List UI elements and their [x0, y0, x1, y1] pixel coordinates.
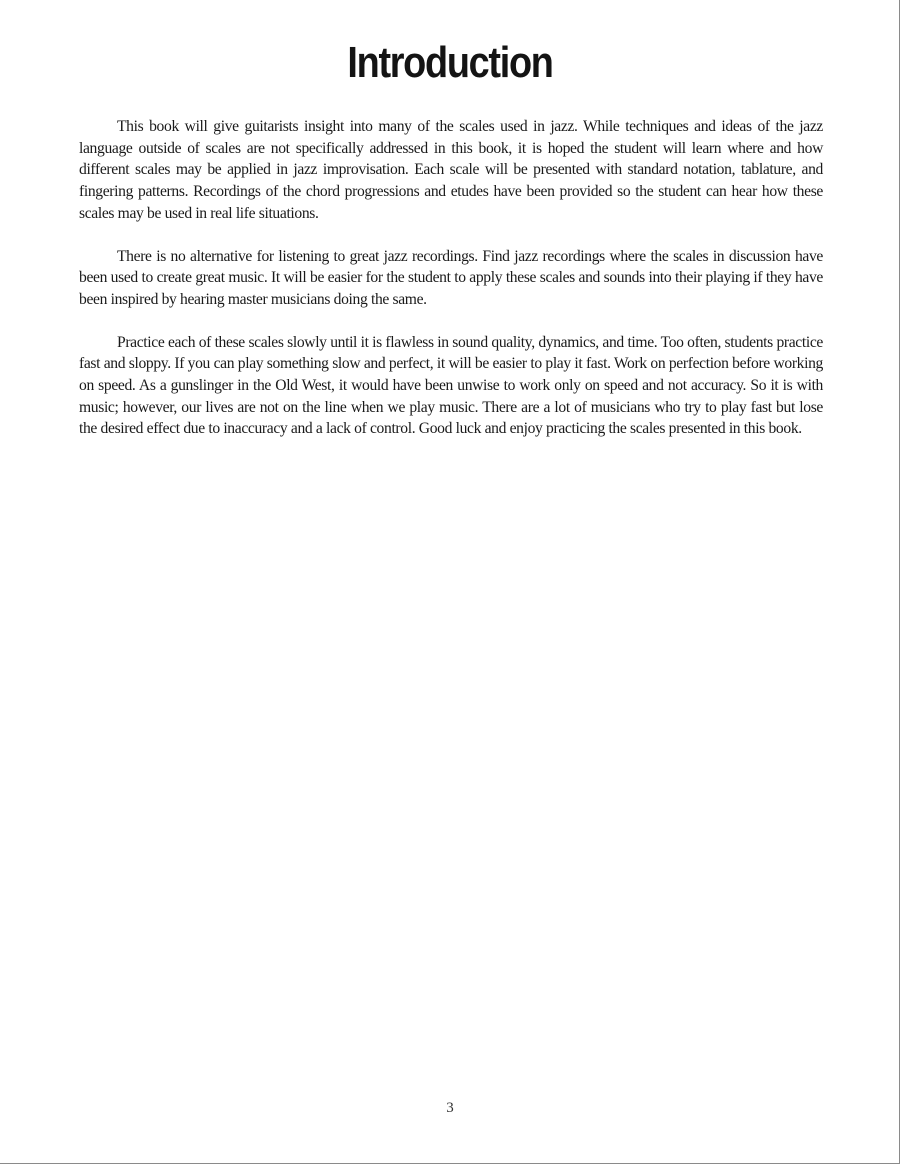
paragraph-2: There is no alternative for listening to great jazz recordings. Find jazz recordings where the scales in discussion have been used to create great music. It will be easier for the student to apply these scales and sounds into their playing if they have been inspired by hearing master musicians doing the same. [79, 247, 823, 308]
page-number: 3 [446, 1100, 454, 1116]
paragraph-1: This book will give guitarists insight into many of the scales used in jazz. While techniques and ideas of the jazz language outside of scales are not specifically addressed in this book, it is hoped the student will learn where and how different scales may be applied in jazz improvisation. Each scale will be presented with standard notation, tablature, and fingering patterns. Recordings of the chord progressions and etudes have been provided so the student can hear how these scales may be used in real life situations. [79, 118, 823, 222]
paragraph-3: Practice each of these scales slowly until it is flawless in sound quality, dynamics, and time. Too often, students practice fast and sloppy. If you can play something slow and perfect, it will be easier to play it fast. Work on perfection before working on speed. As a gunslinger in the Old West, it would have been unwise to work only on speed and not accuracy. So it is with music; however, our lives are not on the line when we play music. There are a lot of musicians who try to play fast but lose the desired effect due to inaccuracy and a lack of control. Good luck and enjoy practicing the scales presented in this book. [79, 333, 823, 438]
page-title: Introduction [347, 38, 553, 87]
body-text [79, 116, 823, 461]
